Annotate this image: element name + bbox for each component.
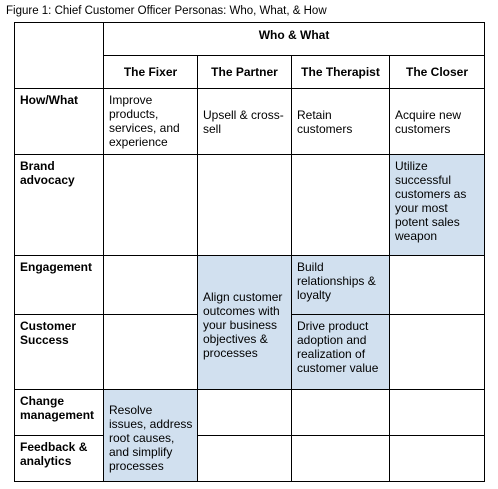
column-header-therapist: The Therapist: [292, 56, 390, 89]
row-label-feedback-analytics: Feedback & analytics: [15, 436, 104, 482]
row-engagement: [15, 256, 485, 315]
cell-therapist-change-management: [292, 390, 390, 436]
cell-therapist-brand-advocacy: [292, 155, 390, 256]
cell-therapist-customer-success: Drive product adoption and realization of customer value: [292, 315, 390, 390]
cell-therapist-feedback-analytics: [292, 436, 390, 482]
cell-partner-brand-advocacy: [198, 155, 292, 256]
row-feedback-analytics: [15, 436, 485, 482]
cell-closer-engagement: [390, 256, 485, 315]
cell-fixer-merged: Resolve issues, address root causes, and simplify processes: [104, 390, 198, 482]
group-header: Who & What: [104, 23, 485, 56]
row-label-how-what: How/What: [15, 89, 104, 155]
row-label-change-management: Change management: [15, 390, 104, 436]
cell-partner-feedback-analytics: [198, 436, 292, 482]
row-label-engagement: Engagement: [15, 256, 104, 315]
cell-partner-how-what: Upsell & cross-sell: [198, 89, 292, 155]
cell-fixer-customer-success: [104, 315, 198, 390]
cell-closer-customer-success: [390, 315, 485, 390]
figure-caption: Figure 1: Chief Customer Officer Personas: Who, What, & How: [6, 5, 327, 17]
cell-closer-change-management: [390, 390, 485, 436]
personas-table: [14, 22, 485, 482]
corner-cell: [15, 23, 104, 89]
row-how-what: [15, 89, 485, 155]
cell-closer-how-what: Acquire new customers: [390, 89, 485, 155]
cell-closer-feedback-analytics: [390, 436, 485, 482]
row-label-customer-success: Customer Success: [15, 315, 104, 390]
cell-partner-merged: Align customer outcomes with your business objectives & processes: [198, 256, 292, 390]
cell-partner-change-management: [198, 390, 292, 436]
column-header-fixer: The Fixer: [104, 56, 198, 89]
row-label-brand-advocacy: Brand advocacy: [15, 155, 104, 256]
cell-fixer-how-what: Improve products, services, and experience: [104, 89, 198, 155]
cell-fixer-brand-advocacy: [104, 155, 198, 256]
column-header-closer: The Closer: [390, 56, 485, 89]
row-change-management: [15, 390, 485, 436]
cell-therapist-how-what: Retain customers: [292, 89, 390, 155]
cell-fixer-engagement: [104, 256, 198, 315]
row-brand-advocacy: [15, 155, 485, 256]
column-header-partner: The Partner: [198, 56, 292, 89]
header-row-group: [15, 23, 485, 56]
cell-closer-brand-advocacy: Utilize successful customers as your most potent sales weapon: [390, 155, 485, 256]
cell-therapist-engagement: Build relationships & loyalty: [292, 256, 390, 315]
